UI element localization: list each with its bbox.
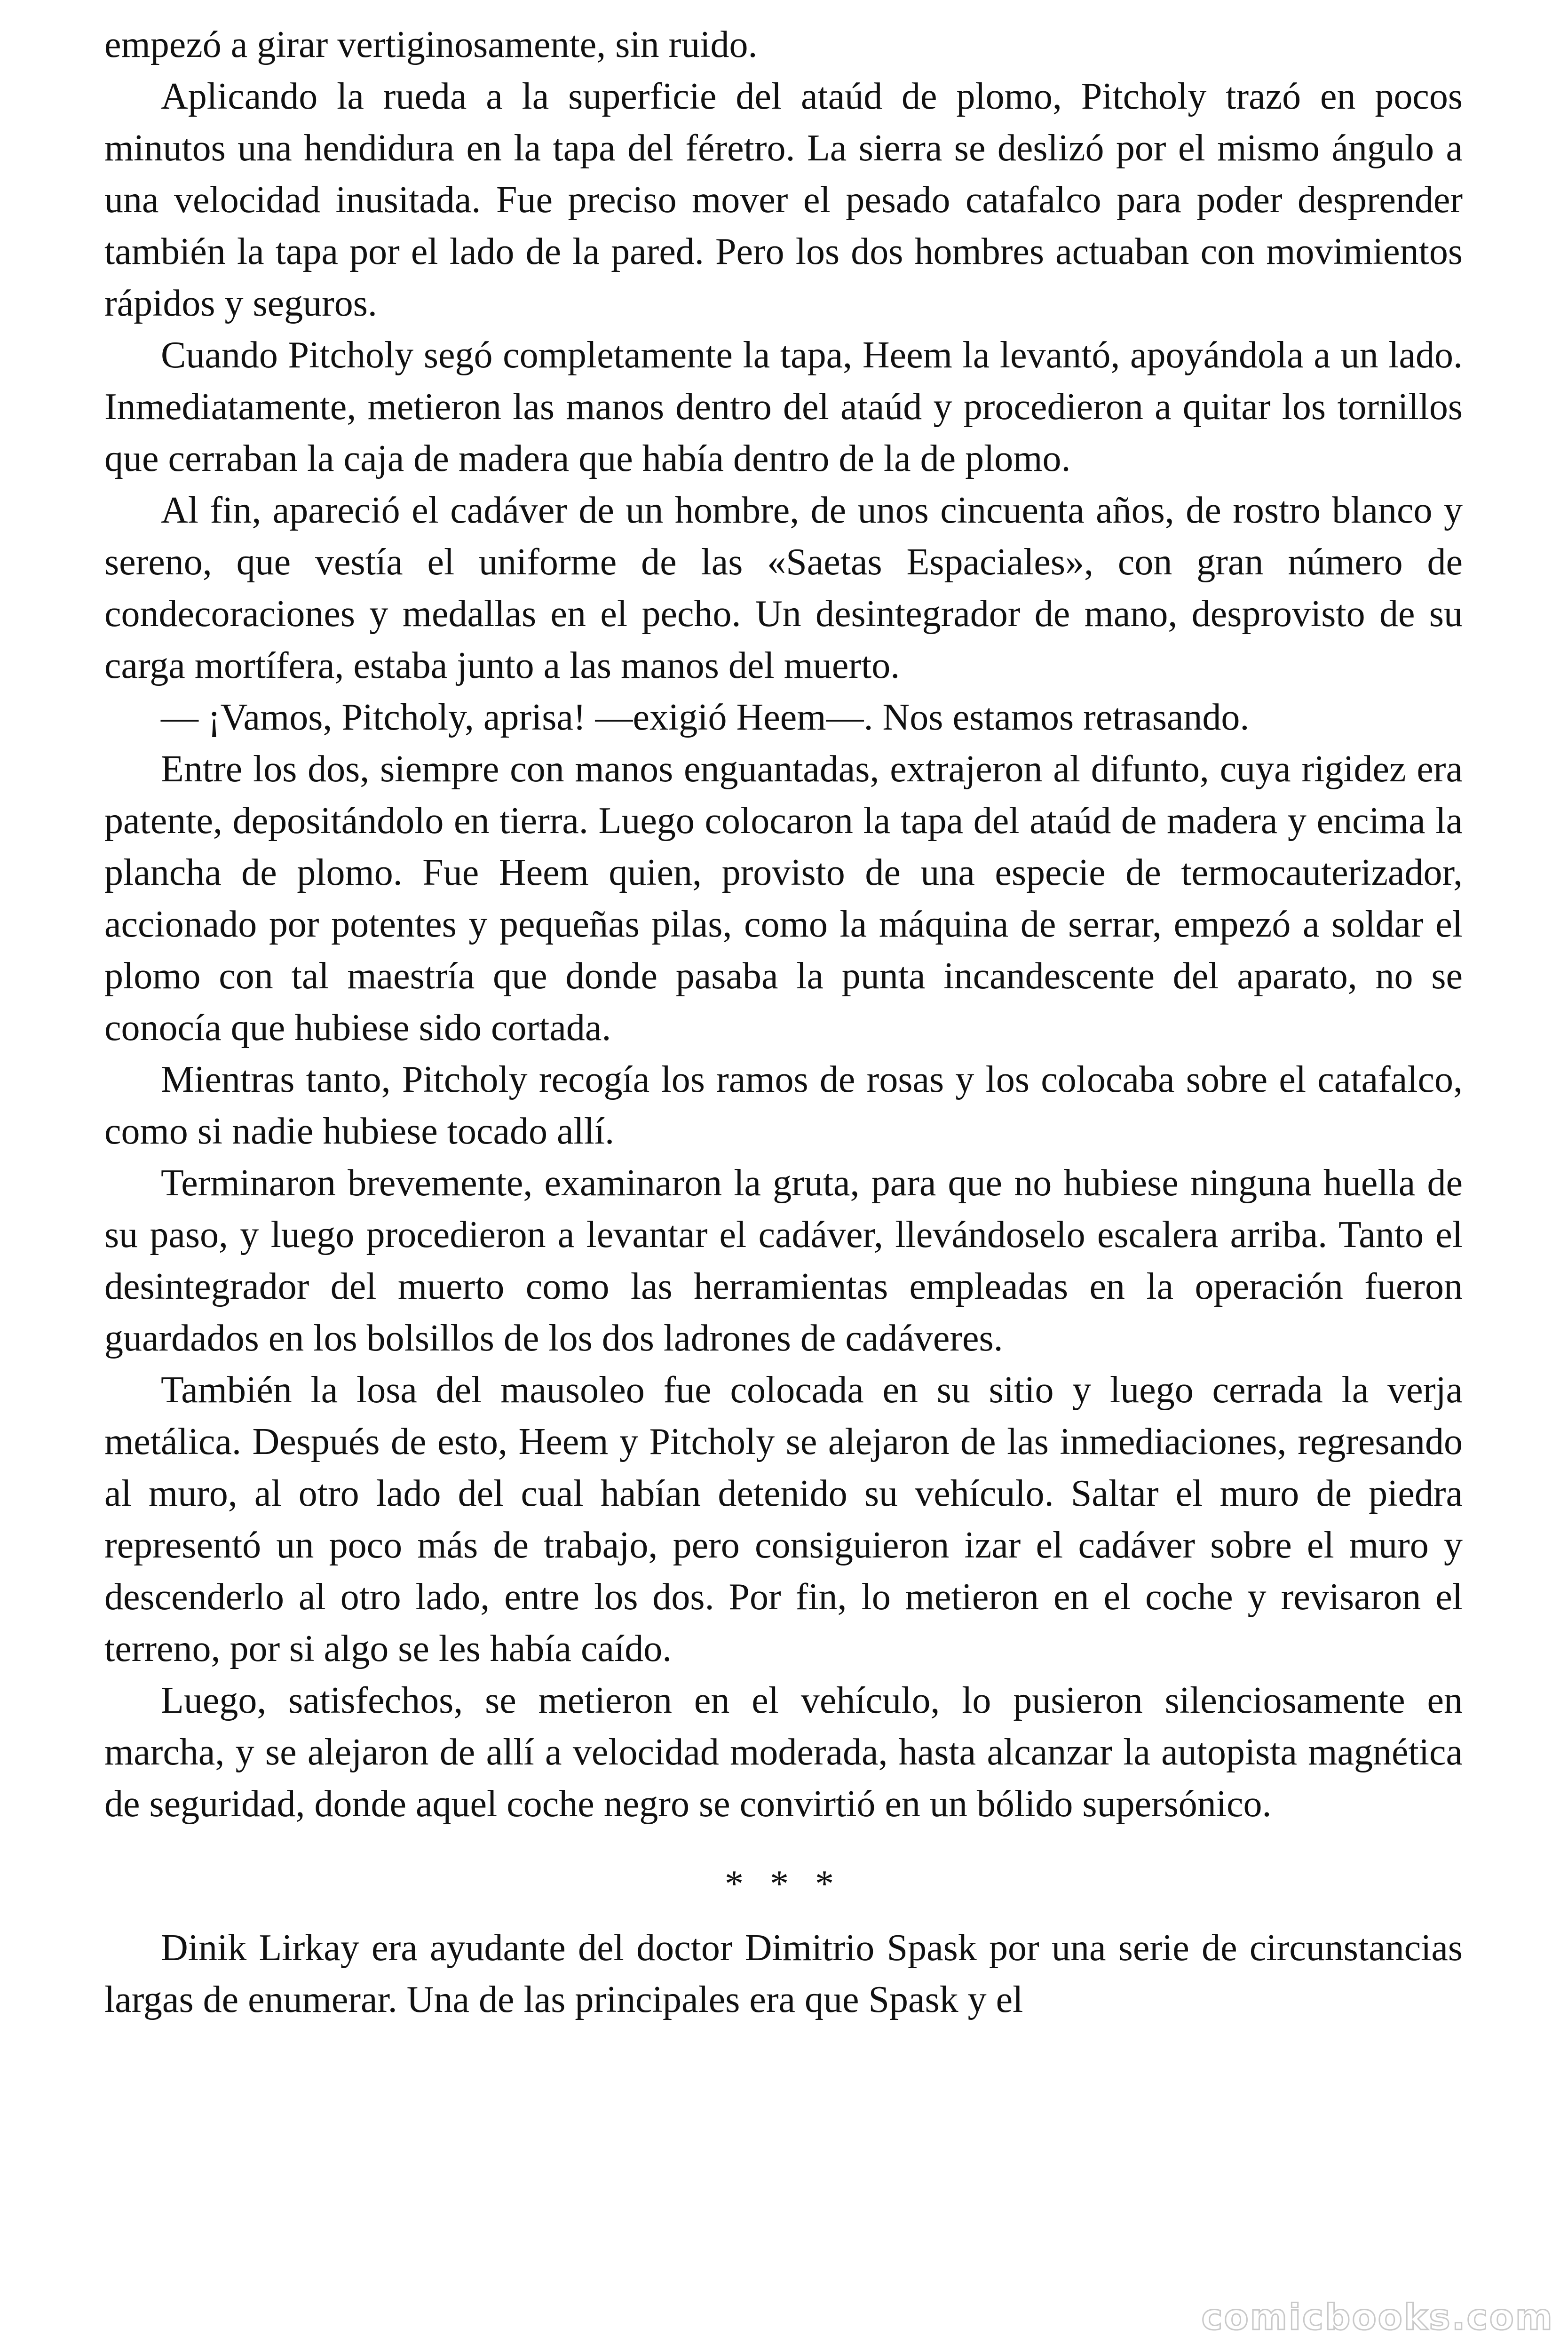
paragraph: Dinik Lirkay era ayudante del doctor Dimitrio Spask por una serie de circunstancias largas de enumerar. Una de las principales era que Spask y el: [104, 1927, 1463, 2020]
paragraph: Terminaron brevemente, examinaron la gruta, para que no hubiese ninguna huella de su paso, y luego procedieron a levantar el cadáver, llevándoselo escalera arriba. Tanto el desintegrador del muerto como las herramientas empleadas en la operación fueron guardados en los bolsillos de los dos ladrones de cadáveres.: [104, 1162, 1463, 1359]
paragraph: Luego, satisfechos, se metieron en el vehículo, lo pusieron silenciosamente en marcha, y se alejaron de allí a velocidad moderada, hasta alcanzar la autopista magnética de seguridad, donde aquel coche negro se convirtió en un bólido supersónico.: [104, 1680, 1463, 1825]
paragraph: Mientras tanto, Pitcholy recogía los ramos de rosas y los colocaba sobre el catafalco, como si nadie hubiese tocado allí.: [104, 1059, 1463, 1152]
paragraph-continuation: empezó a girar vertiginosamente, sin ruido.: [104, 24, 758, 65]
paragraph: Aplicando la rueda a la superficie del ataúd de plomo, Pitcholy trazó en pocos minutos una hendidura en la tapa del féretro. La sierra se deslizó por el mismo ángulo a una velocidad inusitada. Fue preciso mover el pesado catafalco para poder desprender también la tapa por el lado de la pared. Pero los dos hombres actuaban con movimientos rápidos y seguros.: [104, 76, 1463, 324]
paragraph: También la losa del mausoleo fue colocada en su sitio y luego cerrada la verja metálica. Después de esto, Heem y Pitcholy se alejaron de las inmediaciones, regresando al muro, al otro lado del cual habían detenido su vehículo. Saltar el muro de piedra representó un poco más de trabajo, pero consiguieron izar el cadáver sobre el muro y descenderlo al otro lado, entre los dos. Por fin, lo metieron en el coche y revisaron el terreno, por si algo se les había caído.: [104, 1369, 1463, 1669]
paragraph: Al fin, apareció el cadáver de un hombre, de unos cincuenta años, de rostro blanco y sereno, que vestía el uniforme de las «Saetas Espaciales», con gran número de condecoraciones y medallas en el pecho. Un desintegrador de mano, desprovisto de su carga mortífera, estaba junto a las manos del muerto.: [104, 490, 1463, 686]
page-body: [104, 19, 1463, 2026]
paragraph: Entre los dos, siempre con manos enguantadas, extrajeron al difunto, cuya rigidez era patente, depositándolo en tierra. Luego colocaron la tapa del ataúd de madera y encima la plancha de plomo. Fue Heem quien, provisto de una especie de termocauterizador, accionado por potentes y pequeñas pilas, como la máquina de serrar, empezó a soldar el plomo con tal maestría que donde pasaba la punta incandescente del aparato, no se conocía que hubiese sido cortada.: [104, 748, 1463, 1049]
section-separator: * * *: [725, 1863, 842, 1905]
paragraph: Cuando Pitcholy segó completamente la tapa, Heem la levantó, apoyándola a un lado. Inmediatamente, metieron las manos dentro del ataúd y procedieron a quitar los tornillos que cerraban la caja de madera que había dentro de la de plomo.: [104, 334, 1463, 479]
paragraph-dialogue: — ¡Vamos, Pitcholy, aprisa! —exigió Heem—. Nos estamos retrasando.: [161, 697, 1250, 738]
watermark-logo: comicbooks.com: [1201, 2296, 1554, 2338]
